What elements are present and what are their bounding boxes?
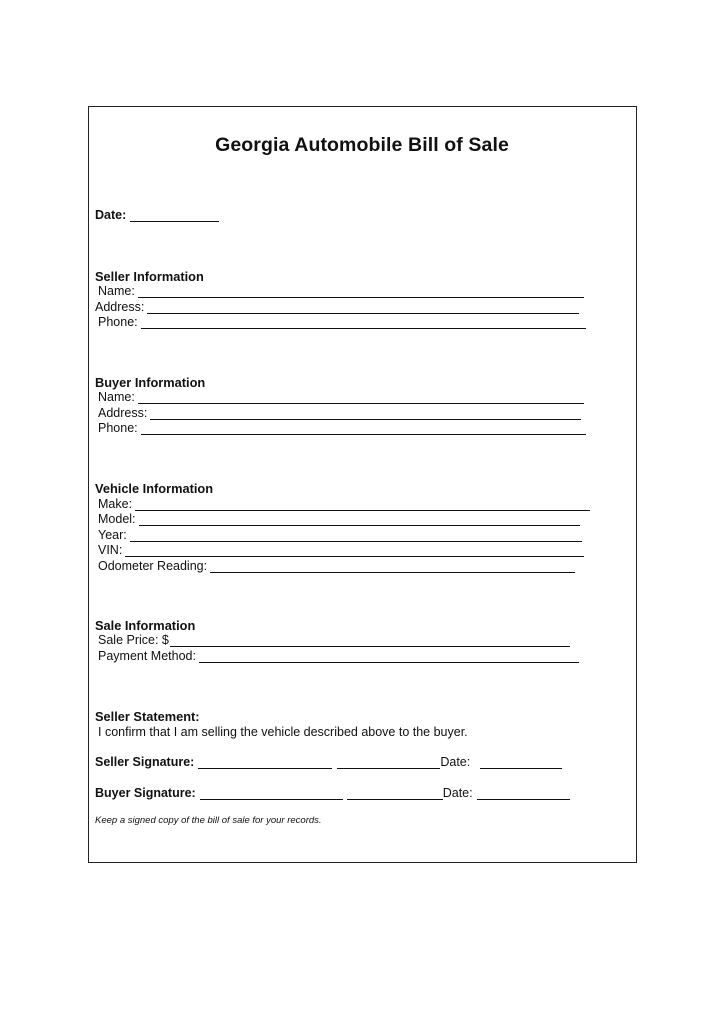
vehicle-year-row bbox=[98, 528, 582, 542]
document-title: Georgia Automobile Bill of Sale bbox=[215, 134, 509, 156]
seller-phone-field[interactable] bbox=[141, 316, 586, 329]
buyer-phone-label: Phone: bbox=[98, 421, 138, 435]
vehicle-odometer-field[interactable] bbox=[210, 560, 575, 573]
buyer-signature-label: Buyer Signature: bbox=[95, 786, 196, 800]
buyer-printed-field[interactable] bbox=[347, 787, 443, 800]
seller-address-field[interactable] bbox=[147, 301, 579, 314]
vehicle-model-field[interactable] bbox=[139, 513, 580, 526]
buyer-info-heading: Buyer Information bbox=[95, 375, 206, 390]
sale-price-field[interactable] bbox=[170, 634, 570, 647]
seller-phone-row bbox=[98, 315, 586, 329]
vehicle-vin-row bbox=[98, 543, 584, 557]
seller-signature-row bbox=[95, 755, 562, 769]
vehicle-odometer-row bbox=[98, 559, 575, 573]
date-field[interactable] bbox=[130, 209, 219, 222]
vehicle-model-row bbox=[98, 512, 580, 526]
buyer-phone-row bbox=[98, 421, 586, 435]
buyer-date-label: Date: bbox=[442, 786, 473, 800]
seller-date-field[interactable] bbox=[480, 756, 562, 769]
seller-statement-text: I confirm that I am selling the vehicle described above to the buyer. bbox=[98, 725, 468, 739]
seller-address-row bbox=[95, 300, 579, 314]
seller-name-field[interactable] bbox=[138, 285, 584, 298]
seller-name-label: Name: bbox=[98, 284, 135, 298]
seller-name-row bbox=[98, 284, 584, 298]
vehicle-vin-field[interactable] bbox=[125, 544, 584, 557]
vehicle-make-row bbox=[98, 497, 590, 511]
buyer-name-label: Name: bbox=[98, 390, 135, 404]
vehicle-make-label: Make: bbox=[98, 497, 133, 511]
seller-printed-field[interactable] bbox=[337, 756, 440, 769]
buyer-signature-row bbox=[95, 786, 570, 800]
vehicle-vin-label: VIN: bbox=[98, 543, 123, 557]
payment-method-field[interactable] bbox=[199, 650, 579, 663]
buyer-address-label: Address: bbox=[98, 406, 148, 420]
sale-price-label: Sale Price: $ bbox=[98, 633, 169, 647]
seller-date-label: Date: bbox=[440, 755, 471, 769]
date-row bbox=[95, 208, 219, 222]
vehicle-make-field[interactable] bbox=[135, 498, 590, 511]
seller-signature-field[interactable] bbox=[198, 756, 332, 769]
payment-method-label: Payment Method: bbox=[98, 649, 196, 663]
buyer-address-field[interactable] bbox=[150, 407, 581, 420]
buyer-address-row bbox=[98, 406, 581, 420]
footer-note: Keep a signed copy of the bill of sale for your records. bbox=[95, 815, 322, 826]
vehicle-year-label: Year: bbox=[98, 528, 127, 542]
seller-info-heading: Seller Information bbox=[95, 269, 204, 284]
vehicle-info-heading: Vehicle Information bbox=[95, 481, 214, 496]
seller-signature-label: Seller Signature: bbox=[95, 755, 195, 769]
seller-address-label: Address: bbox=[95, 300, 145, 314]
date-label: Date: bbox=[95, 208, 127, 222]
vehicle-odometer-label: Odometer Reading: bbox=[98, 559, 208, 573]
seller-phone-label: Phone: bbox=[98, 315, 138, 329]
seller-statement-heading: Seller Statement: bbox=[95, 709, 200, 724]
sale-info-heading: Sale Information bbox=[95, 618, 196, 633]
buyer-phone-field[interactable] bbox=[141, 422, 586, 435]
sale-price-row bbox=[98, 633, 570, 647]
buyer-name-field[interactable] bbox=[138, 391, 584, 404]
buyer-name-row bbox=[98, 390, 584, 404]
vehicle-year-field[interactable] bbox=[130, 529, 582, 542]
buyer-date-field[interactable] bbox=[477, 787, 570, 800]
payment-method-row bbox=[98, 649, 579, 663]
buyer-signature-field[interactable] bbox=[200, 787, 343, 800]
vehicle-model-label: Model: bbox=[98, 512, 136, 526]
